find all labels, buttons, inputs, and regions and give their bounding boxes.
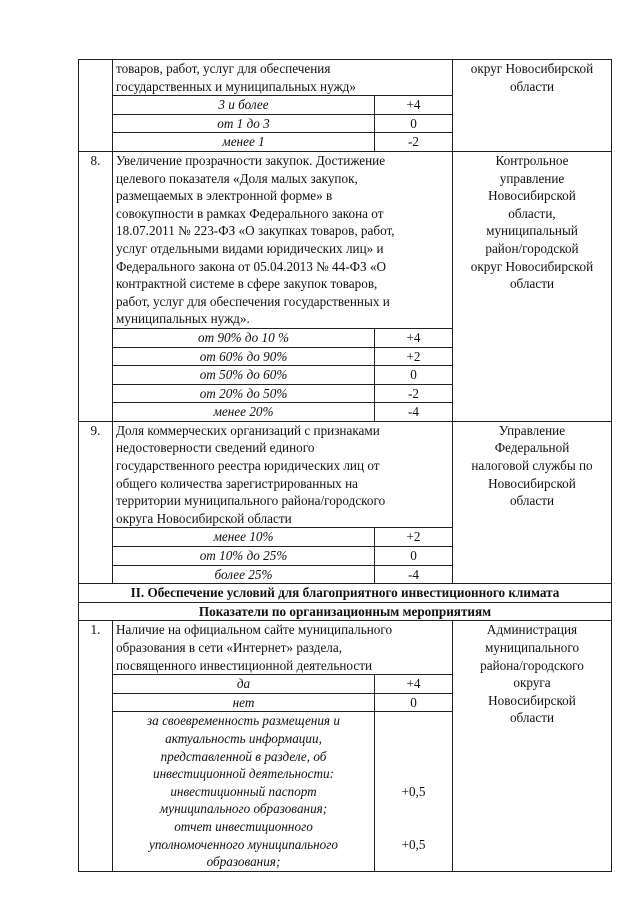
- criterion-points: 0: [375, 114, 453, 133]
- indicator-description: Увеличение прозрачности закупок. Достижение целевого показателя «Доля малых закупок, размещаемых в электронной форме» в совокупности в рамках Федерального закона от 18.07.2011 № 223-ФЗ «О закупках товаров, работ, услуг отдельными видами юридических лиц» и Федерального закона от 05.04.2013 № 44-ФЗ «О контрактной системе в сфере закупок товаров, работ, услуг для обеспечения государственных и муниципальных нужд».: [113, 151, 453, 328]
- rating-table: [78, 59, 612, 872]
- row-number: 8.: [79, 151, 113, 421]
- criterion-label: менее 1: [113, 133, 375, 152]
- indicator-description: товаров, работ, услуг для обеспечения государственных и муниципальных нужд»: [113, 60, 453, 96]
- criterion-label: от 1 до 3: [113, 114, 375, 133]
- criterion-label: нет: [113, 693, 375, 712]
- criterion-label: более 25%: [113, 565, 375, 584]
- criterion-label: от 20% до 50%: [113, 384, 375, 403]
- row-number: 1.: [79, 621, 113, 871]
- criterion-points: +4: [375, 96, 453, 115]
- criterion-points: +2: [375, 528, 453, 547]
- criterion-label: да: [113, 675, 375, 694]
- criterion-label: от 90% до 10 %: [113, 328, 375, 347]
- criterion-points: +2: [375, 347, 453, 366]
- table-row: [79, 421, 612, 528]
- responsible-body: округ Новосибирской области: [453, 60, 612, 152]
- criterion-points: 0: [375, 547, 453, 566]
- criterion-label: менее 10%: [113, 528, 375, 547]
- criterion-points: -4: [375, 403, 453, 422]
- criterion-points: +4: [375, 328, 453, 347]
- row-number: 9.: [79, 421, 113, 583]
- criterion-points: +4: [375, 675, 453, 694]
- criterion-label: 3 и более: [113, 96, 375, 115]
- criterion-label: менее 20%: [113, 403, 375, 422]
- responsible-body: Администрация муниципального района/городского округа Новосибирской области: [453, 621, 612, 871]
- section-subheader-row: [79, 602, 612, 621]
- criterion-points: 0: [375, 693, 453, 712]
- criterion-label: от 10% до 25%: [113, 547, 375, 566]
- criterion-extra-list: за своевременность размещения и актуальность информации, представленной в разделе, об инвестиционной деятельности: инвестиционный паспорт муниципального образования; отчет инвестиционного уполномоченного муниципального образования;: [113, 712, 375, 871]
- table-row: [79, 151, 612, 328]
- criterion-points: -2: [375, 384, 453, 403]
- criterion-label: от 50% до 60%: [113, 366, 375, 385]
- indicator-description: Наличие на официальном сайте муниципального образования в сети «Интернет» раздела, посвященного инвестиционной деятельности: [113, 621, 453, 675]
- criterion-points: -4: [375, 565, 453, 584]
- section-title: II. Обеспечение условий для благоприятного инвестиционного климата: [79, 584, 612, 603]
- responsible-body: Управление Федеральной налоговой службы по Новосибирской области: [453, 421, 612, 583]
- indicator-description: Доля коммерческих организаций с признаками недостоверности сведений единого государственного реестра юридических лиц от общего количества зарегистрированных на территории муниципального района/городского округа Новосибирской области: [113, 421, 453, 528]
- section-subtitle: Показатели по организационным мероприятиям: [79, 602, 612, 621]
- criterion-extra-points: +0,5 +0,5: [375, 712, 453, 871]
- row-number-cell: [79, 60, 113, 152]
- criterion-points: 0: [375, 366, 453, 385]
- table-row: [79, 621, 612, 675]
- criterion-points: -2: [375, 133, 453, 152]
- table-row: [79, 60, 612, 96]
- section-header-row: [79, 584, 612, 603]
- criterion-label: от 60% до 90%: [113, 347, 375, 366]
- responsible-body: Контрольное управление Новосибирской области, муниципальный район/городской округ Новосибирской области: [453, 151, 612, 421]
